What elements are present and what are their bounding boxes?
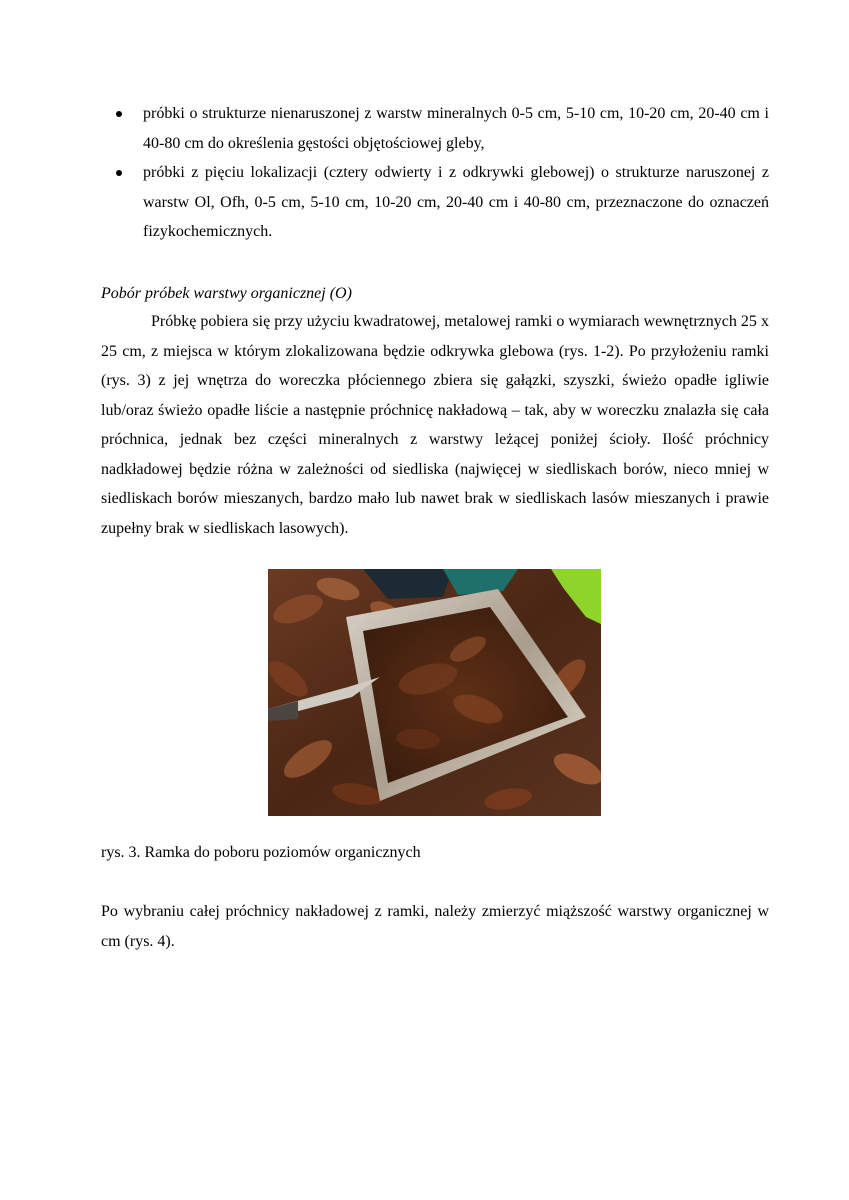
sample-types-list bbox=[101, 99, 769, 247]
list-item-text: próbki z pięciu lokalizacji (cztery odwierty i z odkrywki glebowej) o strukturze naruszonej z warstw Ol, Ofh, 0-5 cm, 5-10 cm, 10-20 cm, 20-40 cm i 40-80 cm, przeznaczone do oznaczeń fizykochemicznych. bbox=[143, 164, 769, 240]
figure-photo-metal-frame bbox=[268, 569, 601, 816]
list-item-text: próbki o strukturze nienaruszonej z warstw mineralnych 0-5 cm, 5-10 cm, 10-20 cm, 20-40 cm i 40-80 cm do określenia gęstości objętościowej gleby, bbox=[143, 105, 769, 152]
list-item bbox=[101, 158, 769, 247]
bullet-icon bbox=[116, 170, 122, 176]
bullet-icon bbox=[116, 111, 122, 117]
section-paragraph: Próbkę pobiera się przy użyciu kwadratowej, metalowej ramki o wymiarach wewnętrznych 25 x 25 cm, z miejsca w którym zlokalizowana będzie odkrywka glebowa (rys. 1-2). Po przyłożeniu ramki (rys. 3) z jej wnętrza do woreczka płóciennego zbiera się gałązki, szyszki, świeżo opadłe igliwie lub/oraz świeżo opadłe liście a następnie próchnicę nakładową – tak, aby w woreczku znalazła się cała próchnica, jednak bez części mineralnych z warstwy leżącej poniżej ścioły. Ilość próchnicy nadkładowej będzie różna w zależności od siedliska (najwięcej w siedliskach borów, nieco mniej w siedliskach borów mieszanych, bardzo mało lub nawet brak w siedliskach lasów mieszanych i prawie zupełny brak w siedliskach lasowych). bbox=[101, 313, 769, 537]
section-heading: Pobór próbek warstwy organicznej (O) bbox=[101, 285, 352, 302]
figure-caption: rys. 3. Ramka do poboru poziomów organicznych bbox=[101, 844, 421, 861]
photo-illustration bbox=[268, 569, 601, 816]
list-item bbox=[101, 99, 769, 158]
closing-paragraph: Po wybraniu całej próchnicy nakładowej z ramki, należy zmierzyć miąższość warstwy organicznej w cm (rys. 4). bbox=[101, 903, 769, 950]
